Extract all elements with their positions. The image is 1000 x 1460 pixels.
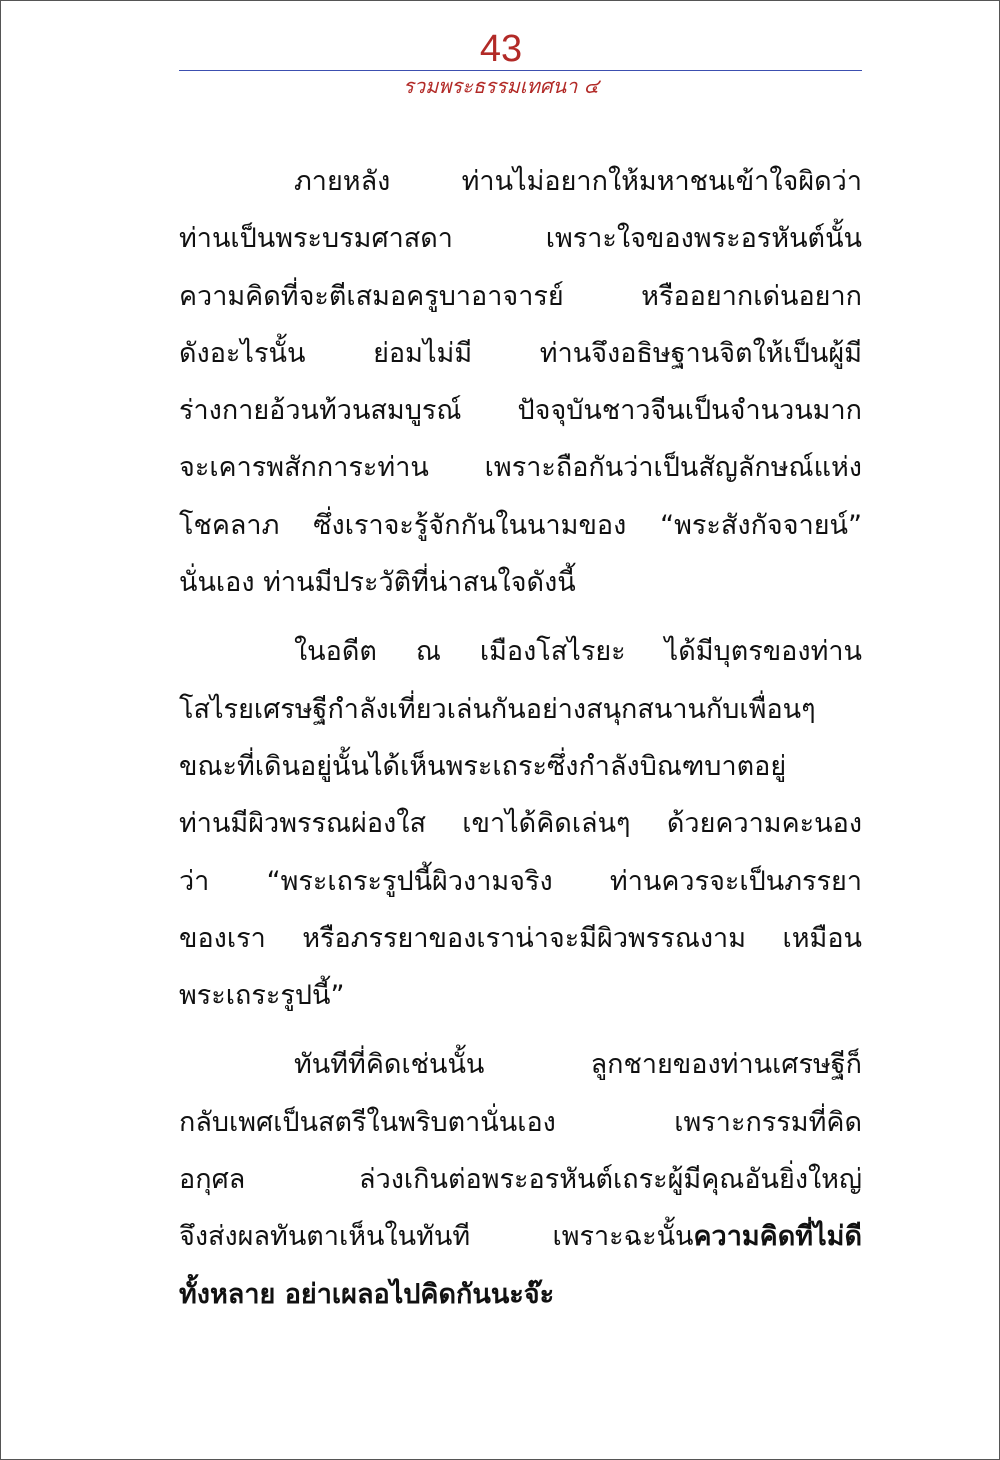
paragraph-gap — [179, 611, 862, 623]
paragraph-2-line-4: ท่านมีผิวพรรณผ่องใส เขาได้คิดเล่นๆ ด้วยความคะนอง — [179, 808, 862, 840]
paragraph-1-line-7: โชคลาภ ซึ่งเราจะรู้จักกันในนามของ “พระสังกัจจายน์” — [179, 509, 862, 541]
paragraph-2-line-2: โสไรยเศรษฐีกำลังเที่ยวเล่นกันอย่างสนุกสนานกับเพื่อนๆ — [179, 693, 816, 725]
emphasis-text: ความคิดที่ไม่ดี — [693, 1221, 862, 1253]
paragraph-gap — [179, 1024, 862, 1036]
paragraph-1-line-3: ความคิดที่จะตีเสมอครูบาอาจารย์ หรืออยากเด่นอยาก — [179, 280, 862, 312]
paragraph-1-line-4: ดังอะไรนั้น ย่อมไม่มี ท่านจึงอธิษฐานจิตให้เป็นผู้มี — [179, 337, 862, 369]
paragraph-3-line-2: กลับเพศเป็นสตรีในพริบตานั่นเอง เพราะกรรมที่คิด — [179, 1106, 862, 1138]
paragraph-3-line-4 — [179, 1208, 862, 1265]
paragraph-2-line-7: พระเถระรูปนี้” — [179, 980, 345, 1012]
paragraph-1-line-8: นั่นเอง ท่านมีประวัติที่น่าสนใจดังนี้ — [179, 567, 576, 599]
paragraph-1-line-5: ร่างกายอ้วนท้วนสมบูรณ์ ปัจจุบันชาวจีนเป็นจำนวนมาก — [179, 395, 862, 427]
page-number: 43 — [479, 28, 523, 70]
paragraph-3-line-4-plain: จึงส่งผลทันตาเห็นในทันที เพราะฉะนั้น — [179, 1221, 694, 1253]
paragraph-3-line-5-emphasis: ทั้งหลาย อย่าเผลอไปคิดกันนะจ๊ะ — [179, 1278, 555, 1310]
body-text — [179, 153, 862, 1323]
paragraph-2-line-5: ว่า “พระเถระรูปนี้ผิวงามจริง ท่านควรจะเป็นภรรยา — [179, 865, 862, 897]
paragraph-3-line-3: อกุศล ล่วงเกินต่อพระอรหันต์เถระผู้มีคุณอันยิ่งใหญ่ — [179, 1164, 862, 1196]
paragraph-2-line-3: ขณะที่เดินอยู่นั้นได้เห็นพระเถระซึ่งกำลังบิณฑบาตอยู่ — [179, 750, 787, 782]
paragraph-2-line-6: ของเรา หรือภรรยาของเราน่าจะมีผิวพรรณงาม เหมือน — [179, 922, 862, 954]
paragraph-3-line-1: ทันทีที่คิดเช่นนั้น ลูกชายของท่านเศรษฐีก็ — [294, 1049, 862, 1081]
paragraph-1-line-2: ท่านเป็นพระบรมศาสดา เพราะใจของพระอรหันต์นั้น — [179, 223, 862, 255]
header-divider — [179, 70, 862, 71]
paragraph-1-line-1: ภายหลัง ท่านไม่อยากให้มหาชนเข้าใจผิดว่า — [294, 166, 862, 197]
paragraph-1-line-6: จะเคารพสักการะท่าน เพราะถือกันว่าเป็นสัญลักษณ์แห่ง — [179, 452, 862, 484]
running-header-title: รวมพระธรรมเทศนา ๔ — [403, 74, 599, 98]
paragraph-2-line-1: ในอดีต ณ เมืองโสไรยะ ได้มีบุตรของท่าน — [294, 636, 862, 668]
